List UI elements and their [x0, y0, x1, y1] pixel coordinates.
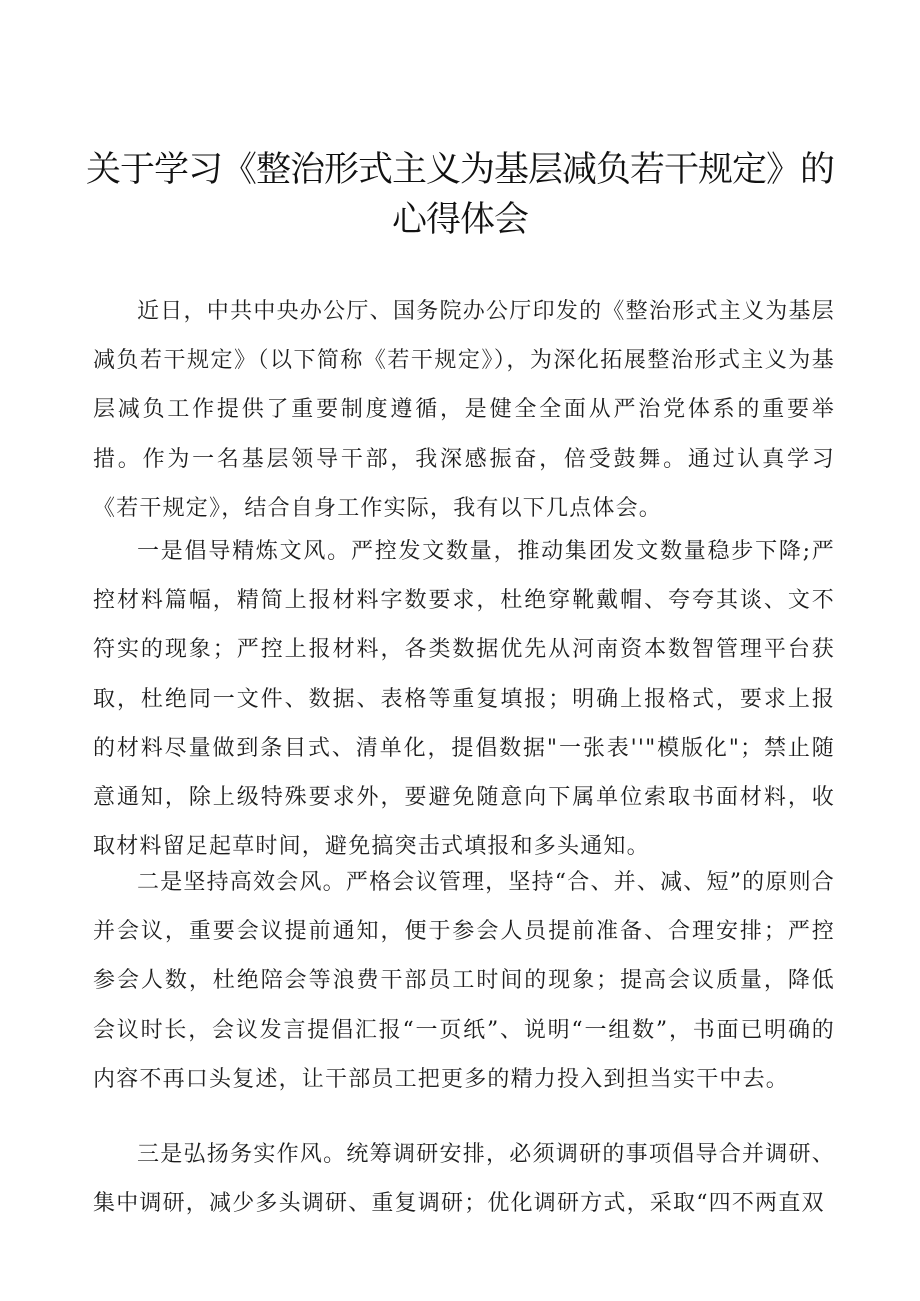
document-title-line-2: 心得体会 [391, 200, 528, 240]
paragraph-intro: 近日，中共中央办公厅、国务院办公厅印发的《整治形式主义为基层减负若干规定》（以下简称《若干规定》），为深化拓展整治形式主义为基层减负工作提供了重要制度遵循，是健全全面从严治党体系的重要举措。作为一名基层领导干部，我深感振奋，倍受鼓舞。通过认真学习《若干规定》，结合自身工作实际，我有以下几点体会。 [93, 299, 835, 521]
paragraph-meeting-style: 二是坚持高效会风。严格会议管理，坚持“合、并、减、短”的原则合并会议，重要会议提前通知，便于参会人员提前准备、合理安排；严控参会人数，杜绝陪会等浪费干部员工时间的现象；提高会议质量，降低会议时长，会议发言提倡汇报“一页纸”、说明“一组数”，书面已明确的内容不再口头复述，让干部员工把更多的精力投入到担当实干中去。 [93, 870, 835, 1092]
paragraph-writing-style: 一是倡导精炼文风。严控发文数量，推动集团发文数量稳步下降;严控材料篇幅，精简上报材料字数要求，杜绝穿靴戴帽、夸夸其谈、文不符实的现象；严控上报材料，各类数据优先从河南资本数智管理平台获取，杜绝同一文件、数据、表格等重复填报；明确上报格式，要求上报的材料尽量做到条目式、清单化，提倡数据"一张表''"模版化"；禁止随意通知，除上级特殊要求外，要避免随意向下属单位索取书面材料，收取材料留足起草时间，避免搞突击式填报和多头通知。 [93, 539, 835, 860]
document-title-line-1: 关于学习《整治形式主义为基层减负若干规定》的 [85, 150, 834, 190]
paragraph-practical-style: 三是弘扬务实作风。统筹调研安排，必须调研的事项倡导合并调研、集中调研，减少多头调研、重复调研；优化调研方式，采取“四不两直双 [93, 1142, 835, 1217]
